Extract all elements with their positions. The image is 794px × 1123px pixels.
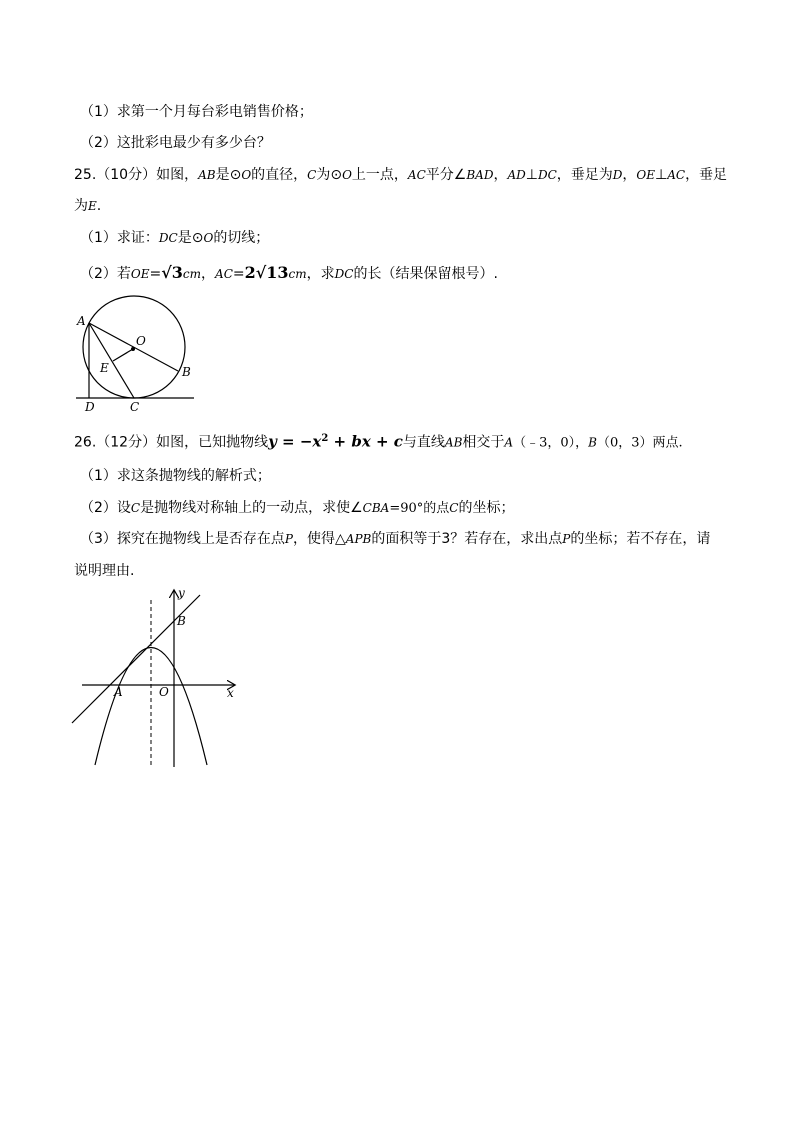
label-o: O — [136, 334, 146, 348]
label-y: y — [178, 586, 185, 600]
q24-part1: （1）求第一个月每台彩电销售价格； — [80, 104, 313, 120]
label-e: E — [100, 361, 109, 375]
q26-parabola-figure — [68, 585, 248, 770]
q25-stem-line1: 25.（10分）如图，AB是⊙O的直径，C为⊙O上一点，AC平分∠BAD，AD⊥DC，垂足为D，OE⊥AC，垂足 — [74, 167, 728, 183]
q25-stem-line2: 为E. — [74, 198, 102, 214]
q26-stem: 26.（12分）如图，已知抛物线$y = -x^2$ + bx + c与直线AB相交于A（﹣3，0），B（0，3）两点. — [74, 432, 683, 451]
q26-part3: （3）探究在抛物线上是否存在点P，使得△APB的面积等于3？若存在，求出点P的坐标；若不存在，请 — [80, 531, 711, 547]
q26-part3-cont: 说明理由. — [74, 563, 135, 579]
q25-circle-figure — [72, 295, 202, 415]
q24-part2: （2）这批彩电最少有多少台？ — [80, 135, 271, 151]
center-point-o — [131, 347, 135, 351]
label-d: D — [85, 400, 95, 414]
label-x: x — [227, 686, 234, 700]
label-b: B — [177, 614, 186, 628]
q26-part1: （1）求这条抛物线的解析式； — [80, 468, 271, 484]
label-o: O — [159, 685, 169, 699]
label-a: A — [77, 314, 86, 328]
q26-part2: （2）设C是抛物线对称轴上的一动点，求使∠CBA=90°的点C的坐标； — [80, 500, 515, 516]
segment-oe — [113, 349, 133, 361]
label-b: B — [182, 365, 191, 379]
chord-ac — [89, 323, 134, 398]
q25-part2: （2）若OE=√3cm，AC=2√13cm，求DC的长（结果保留根号）. — [80, 263, 498, 282]
label-c: C — [130, 400, 140, 414]
q25-part1: （1）求证：DC是⊙O的切线； — [80, 230, 270, 246]
label-a: A — [114, 685, 123, 699]
